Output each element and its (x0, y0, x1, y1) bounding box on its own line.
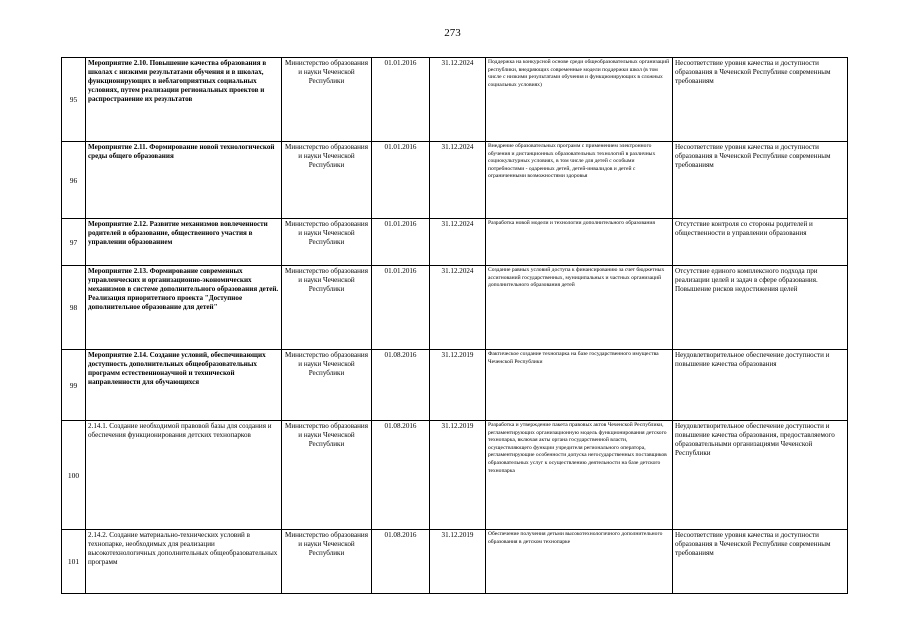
end-date: 31.12.2019 (430, 350, 486, 421)
table-body (62, 58, 848, 594)
row-number: 99 (62, 350, 86, 421)
activity-name: Мероприятие 2.13. Формирование современных управленческих и организационно-экономических механизмов в системе дополнительного образования детей. Реализация приоритетного проекта "Доступное дополнительное образование для детей" (86, 266, 282, 350)
activity-name: Мероприятие 2.14. Создание условий, обеспечивающих доступность дополнительных общеобразовательных программ естественнонаучной и технической направленности для обучающихся (86, 350, 282, 421)
start-date: 01.08.2016 (372, 530, 430, 594)
problem-description: Неудовлетворительное обеспечение доступности и повышение качества образования (673, 350, 848, 421)
table-row (62, 142, 848, 219)
start-date: 01.01.2016 (372, 266, 430, 350)
activity-name: 2.14.2. Создание материально-технических условий в технопарке, необходимых для реализации высокотехнологичных дополнительных общеобразовательных программ (86, 530, 282, 594)
executor: Министерство образования и науки Чеченской Республики (282, 58, 372, 142)
table-row (62, 350, 848, 421)
executor: Министерство образования и науки Чеченской Республики (282, 266, 372, 350)
expected-result: Разработка новой модели и технологии дополнительного образования (486, 219, 673, 266)
end-date: 31.12.2024 (430, 58, 486, 142)
start-date: 01.08.2016 (372, 350, 430, 421)
expected-result: Обеспечение получения детьми высокотехнологичного дополнительного образования в детском технопарке (486, 530, 673, 594)
table-row (62, 421, 848, 530)
row-number: 98 (62, 266, 86, 350)
expected-result: Фактическое создание технопарка на базе государственного имущества Чеченской Республики (486, 350, 673, 421)
table-row (62, 219, 848, 266)
activity-name: Мероприятие 2.11. Формирование новой технологической среды общего образования (86, 142, 282, 219)
start-date: 01.01.2016 (372, 219, 430, 266)
problem-description: Несоответствие уровня качества и доступности образования в Чеченской Республике современным требованиям (673, 142, 848, 219)
row-number: 95 (62, 58, 86, 142)
end-date: 31.12.2019 (430, 421, 486, 530)
table-row (62, 58, 848, 142)
end-date: 31.12.2024 (430, 266, 486, 350)
problem-description: Несоответствие уровня качества и доступности образования в Чеченской Республике современным требованиям (673, 530, 848, 594)
executor: Министерство образования и науки Чеченской Республики (282, 219, 372, 266)
row-number: 101 (62, 530, 86, 594)
table-row (62, 530, 848, 594)
row-number: 97 (62, 219, 86, 266)
problem-description: Несоответствие уровня качества и доступности образования в Чеченской Республике современным требованиям (673, 58, 848, 142)
expected-result: Поддержка на конкурсной основе среди общеобразовательных организаций республики, внедряющих современные модели поддержки школ (в том числе с низкими результатами обучения и функционирующих в сложных социальных условиях) (486, 58, 673, 142)
problem-description: Отсутствие единого комплексного подхода при реализации целей и задач в сфере образования. Повышение рисков недостижения целей (673, 266, 848, 350)
activity-name: 2.14.1. Создание необходимой правовой базы для создания и обеспечения функционирования детских технопарков (86, 421, 282, 530)
end-date: 31.12.2024 (430, 142, 486, 219)
end-date: 31.12.2024 (430, 219, 486, 266)
start-date: 01.01.2016 (372, 58, 430, 142)
start-date: 01.08.2016 (372, 421, 430, 530)
table-row (62, 266, 848, 350)
executor: Министерство образования и науки Чеченской Республики (282, 530, 372, 594)
expected-result: Внедрение образовательных программ с применением электронного обучения и дистанционных образовательных технологий в различных социокультурных условиях, в том числе для детей с особыми потребностями - одаренных детей, детей-инвалидов и детей с ограниченными возможностями здоровья (486, 142, 673, 219)
expected-result: Разработка и утверждение пакета правовых актов Чеченской Республики, регламентирующих организационную модель функционирования детского технопарка, включая акты органа государственной власти, осуществляющего функции учредителя регионального оператора, регламентирующие особенности допуска негосударственных поставщиков образовательных услуг к осуществлению деятельности на базе детского технопарка (486, 421, 673, 530)
row-number: 100 (62, 421, 86, 530)
problem-description: Отсутствие контроля со стороны родителей и общественности в управлении образования (673, 219, 848, 266)
executor: Министерство образования и науки Чеченской Республики (282, 421, 372, 530)
start-date: 01.01.2016 (372, 142, 430, 219)
row-number: 96 (62, 142, 86, 219)
program-activities-table (61, 57, 848, 594)
end-date: 31.12.2019 (430, 530, 486, 594)
problem-description: Неудовлетворительное обеспечение доступности и повышение качества образования, предоставляемого образовательными организациями Чеченской Республики (673, 421, 848, 530)
executor: Министерство образования и науки Чеченской Республики (282, 350, 372, 421)
activity-name: Мероприятие 2.12. Развитие механизмов вовлеченности родителей в образование, общественного участия в управлении образованием (86, 219, 282, 266)
expected-result: Создание равных условий доступа к финансированию за счет бюджетных ассигнований государственных, муниципальных и частных организаций дополнительного образования детей (486, 266, 673, 350)
page-number: 273 (444, 27, 461, 39)
executor: Министерство образования и науки Чеченской Республики (282, 142, 372, 219)
activity-name: Мероприятие 2.10. Повышение качества образования в школах с низкими результатами обучения и в школах, функционирующих в неблагоприятных социальных условиях, путем реализации региональных проектов и распространение их результатов (86, 58, 282, 142)
